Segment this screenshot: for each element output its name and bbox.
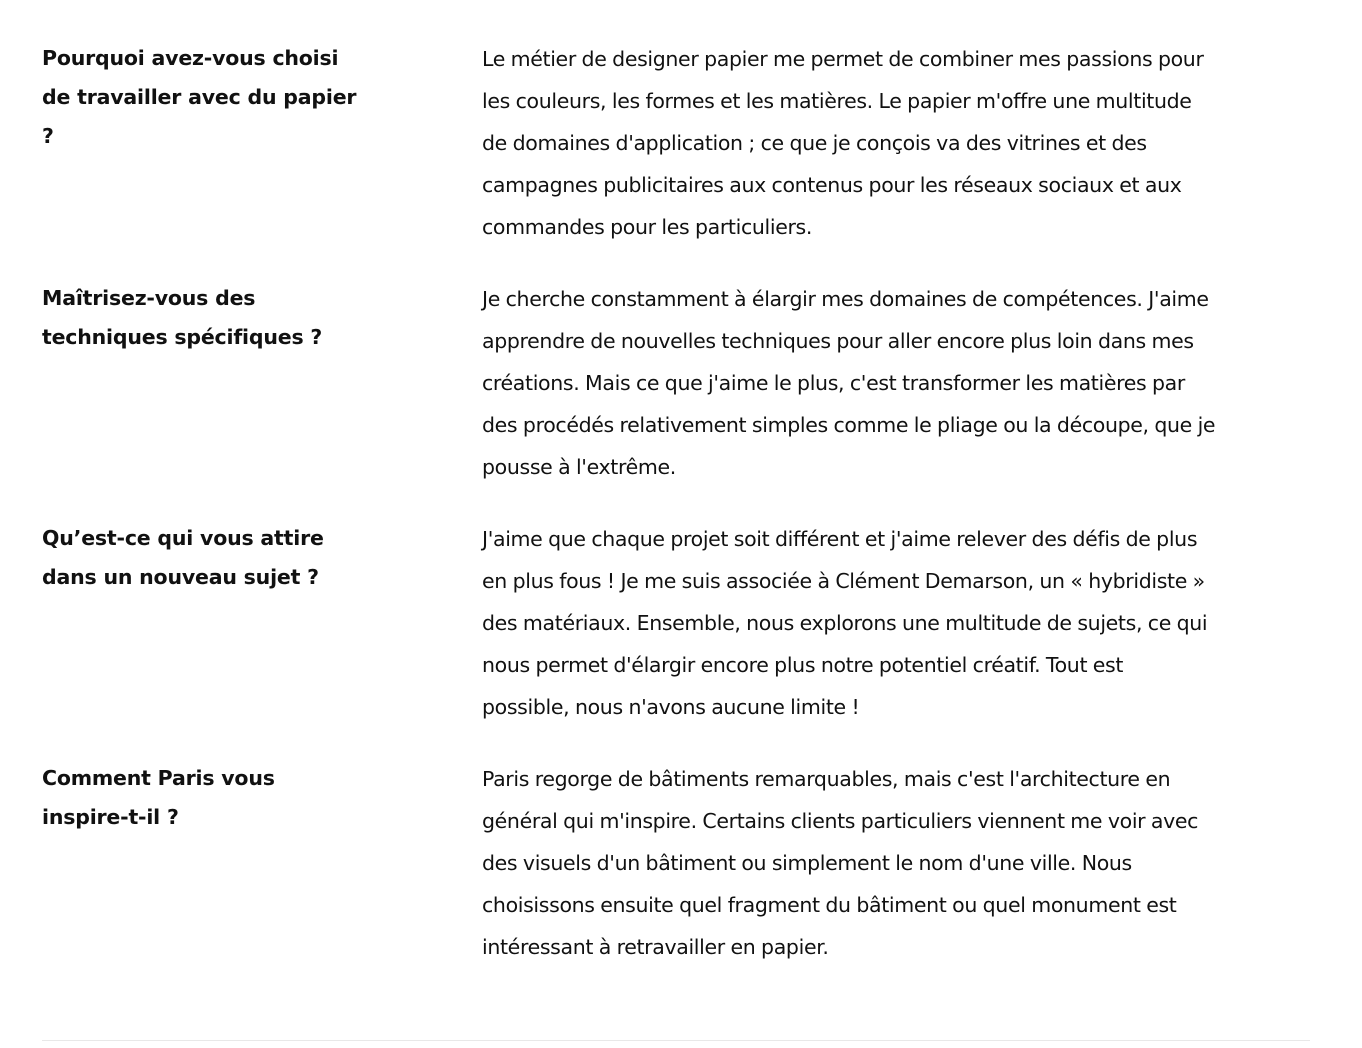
answer-line: des procédés relativement simples comme le pliage ou la découpe, que je xyxy=(482,413,1216,437)
question-line: ? xyxy=(42,124,54,148)
section-divider xyxy=(42,1040,1310,1041)
answer-line: choisissons ensuite quel fragment du bâtiment ou quel monument est xyxy=(482,893,1177,917)
answer-line: créations. Mais ce que j'aime le plus, c'est transformer les matières par xyxy=(482,371,1185,395)
question-line: techniques spécifiques ? xyxy=(42,325,323,349)
faq-question xyxy=(42,519,362,597)
question-line: dans un nouveau sujet ? xyxy=(42,565,319,589)
faq-answer xyxy=(482,38,1310,248)
answer-line: Paris regorge de bâtiments remarquables, mais c'est l'architecture en xyxy=(482,767,1171,791)
faq-question xyxy=(42,759,362,837)
answer-line: nous permet d'élargir encore plus notre potentiel créatif. Tout est xyxy=(482,653,1124,677)
answer-line: général qui m'inspire. Certains clients particuliers viennent me voir avec xyxy=(482,809,1199,833)
question-line: Maîtrisez-vous des xyxy=(42,286,256,310)
faq-item xyxy=(42,278,1310,488)
answer-line: intéressant à retravailler en papier. xyxy=(482,935,829,959)
faq-answer xyxy=(482,758,1310,968)
faq-item xyxy=(42,518,1310,728)
answer-line: des visuels d'un bâtiment ou simplement le nom d'une ville. Nous xyxy=(482,851,1132,875)
answer-line: campagnes publicitaires aux contenus pour les réseaux sociaux et aux xyxy=(482,173,1182,197)
interview-faq xyxy=(42,38,1310,968)
faq-question xyxy=(42,279,362,357)
question-line: Pourquoi avez-vous choisi xyxy=(42,46,339,70)
faq-item xyxy=(42,38,1310,248)
question-line: inspire-t-il ? xyxy=(42,805,179,829)
faq-item xyxy=(42,758,1310,968)
answer-line: des matériaux. Ensemble, nous explorons une multitude de sujets, ce qui xyxy=(482,611,1208,635)
question-line: Qu’est-ce qui vous attire xyxy=(42,526,324,550)
question-line: Comment Paris vous xyxy=(42,766,275,790)
answer-line: les couleurs, les formes et les matières. Le papier m'offre une multitude xyxy=(482,89,1192,113)
faq-question xyxy=(42,39,362,156)
answer-line: possible, nous n'avons aucune limite ! xyxy=(482,695,860,719)
question-line: de travailler avec du papier xyxy=(42,85,357,109)
answer-line: commandes pour les particuliers. xyxy=(482,215,813,239)
answer-line: de domaines d'application ; ce que je conçois va des vitrines et des xyxy=(482,131,1147,155)
answer-line: Le métier de designer papier me permet de combiner mes passions pour xyxy=(482,47,1204,71)
answer-line: Je cherche constamment à élargir mes domaines de compétences. J'aime xyxy=(482,287,1209,311)
answer-line: apprendre de nouvelles techniques pour aller encore plus loin dans mes xyxy=(482,329,1194,353)
answer-line: en plus fous ! Je me suis associée à Clément Demarson, un « hybridiste » xyxy=(482,569,1205,593)
answer-line: pousse à l'extrême. xyxy=(482,455,676,479)
faq-answer xyxy=(482,278,1310,488)
faq-answer xyxy=(482,518,1310,728)
answer-line: J'aime que chaque projet soit différent et j'aime relever des défis de plus xyxy=(482,527,1198,551)
